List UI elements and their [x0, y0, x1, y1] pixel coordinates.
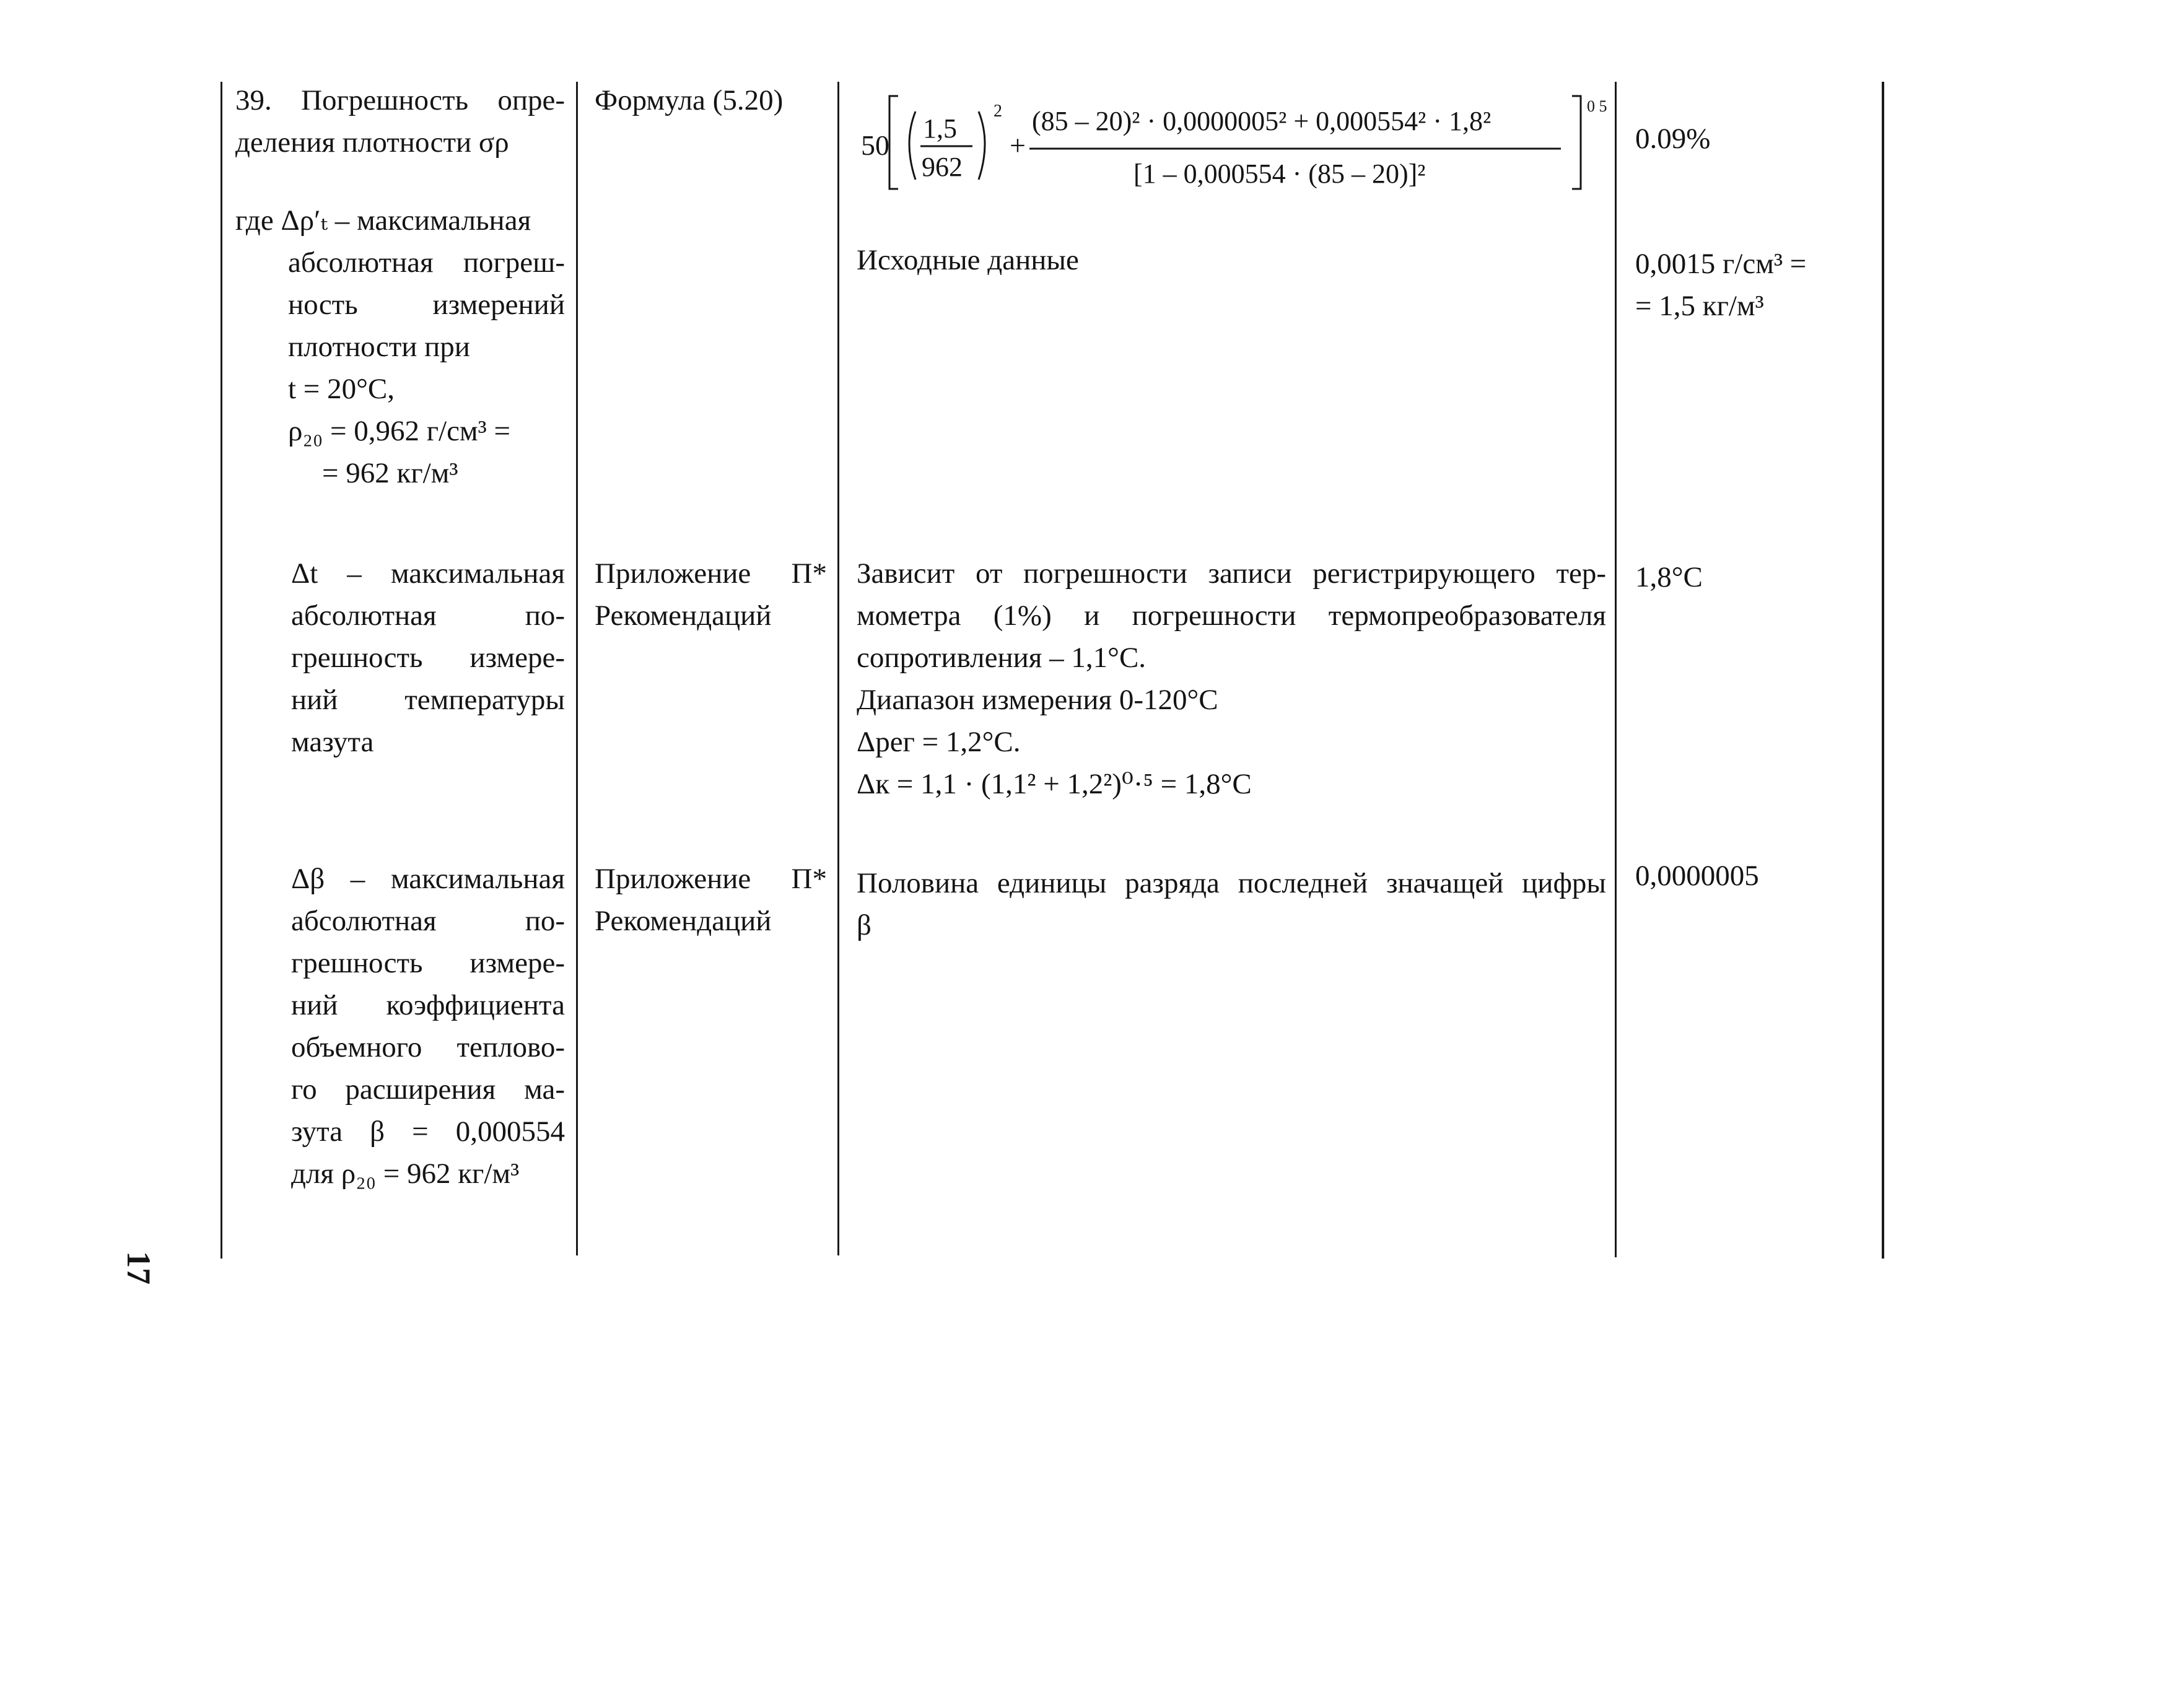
row-rho-value: 0,0015 г/см³ = = 1,5 кг/м³: [1635, 248, 1807, 322]
row-beta-description: Половина единицы разряда последней значащей цифры β: [857, 867, 1606, 941]
formula-frac1-denominator: 962: [922, 152, 963, 182]
table-left-border: [221, 82, 222, 1259]
formula-outer-power: 0 5: [1587, 97, 1607, 115]
page-number: 17: [120, 1251, 157, 1285]
density-error-formula: [861, 87, 1635, 204]
formula-frac1-numerator: 1,5: [923, 113, 957, 144]
column-divider-1: [576, 82, 578, 1255]
row-t-source: Приложение П* Рекомендаций: [595, 557, 827, 632]
row-rho-parameter: где Δρ′ₜ – максимальная абсолютная погреш- ность измерений плотности при t = 20°C, ρ₂₀ = 0,962 г/см³ = = 962 кг/м³: [235, 204, 565, 489]
formula-power-2: 2: [994, 102, 1002, 121]
row39-value: 0.09%: [1635, 123, 1711, 155]
formula-numerator: (85 – 20)² · 0,0000005² + 0,000554² · 1,8²: [1032, 106, 1492, 136]
row-beta-value: 0,0000005: [1635, 860, 1759, 892]
formula-plus: +: [1010, 129, 1026, 161]
table-right-border: [1882, 82, 1884, 1259]
formula-coefficient: 50: [861, 129, 889, 161]
row39-parameter: 39. Погрешность опре- деления плотности σρ: [235, 84, 565, 159]
row39-source: Формула (5.20): [595, 84, 784, 116]
row-rho-description: Исходные данные: [857, 244, 1079, 276]
row-t-parameter: Δt – максимальная абсолютная по- грешность измере- ний температуры мазута: [291, 557, 565, 758]
formula-denominator: [1 – 0,000554 · (85 – 20)]²: [1133, 159, 1426, 189]
row-beta-source: Приложение П* Рекомендаций: [595, 863, 827, 937]
column-divider-3: [1615, 82, 1617, 1257]
row-beta-parameter: Δβ – максимальная абсолютная по- грешность измере- ний коэффициента объемного теплово- го расширения ма- зута β = 0,000554 для ρ₂₀ = 962 кг/м³: [291, 863, 565, 1190]
row-t-description: Зависит от погрешности записи регистрирующего тер- мометра (1%) и погрешности термопреобразователя сопротивления – 1,1°С. Диапазон измерения 0-120°С Δрег = 1,2°С. Δк = 1,1 · (1,1² + 1,2²)⁰·⁵ = 1,8°С: [857, 557, 1606, 800]
row-t-value: 1,8°С: [1635, 561, 1703, 593]
column-divider-2: [837, 82, 839, 1255]
